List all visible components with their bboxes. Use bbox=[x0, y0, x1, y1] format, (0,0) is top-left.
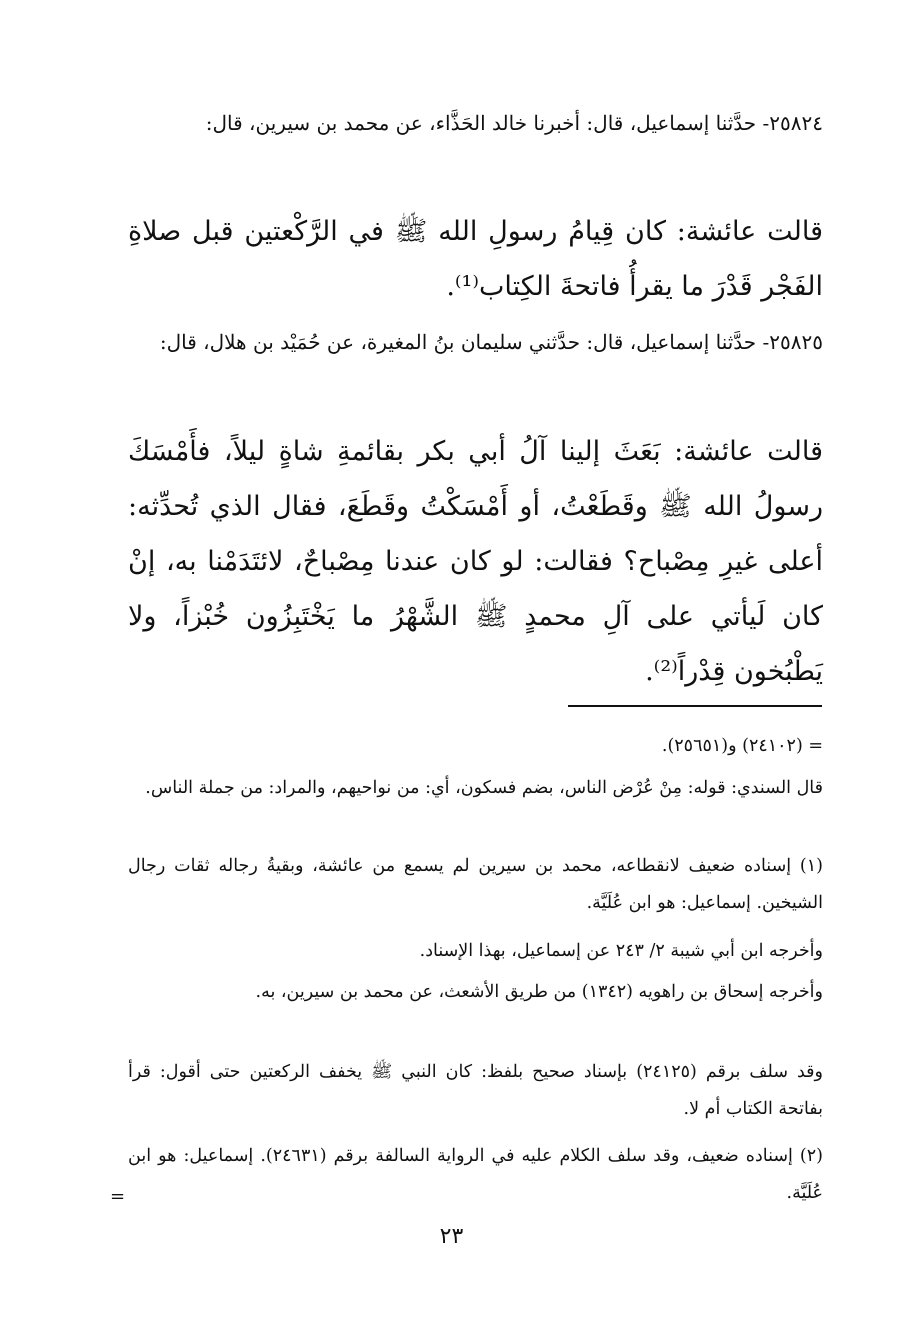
footnote-1-ibn-abi-shayba: وأخرجه ابن أبي شيبة ٢/ ٢٤٣ عن إسماعيل، بهذا الإسناد. bbox=[419, 941, 823, 961]
footnote-1-salafa: وقد سلف برقم (٢٤١٢٥) بإسناد صحيح بلفظ: كان النبي ﷺ يخفف الركعتين حتى أقول: قرأ بفاتحة الكتاب أم لا. bbox=[128, 1062, 823, 1119]
footnote-1: (١) إسناده ضعيف لانقطاعه، محمد بن سيرين لم يسمع من عائشة، وبقيةُ رجاله ثقات رجال الشيخين. إسماعيل: هو ابن عُلَيَّة. bbox=[128, 856, 823, 913]
hadith-25824-isnad: ٢٥٨٢٤- حدَّثنا إسماعيل، قال: أخبرنا خالد الحَذَّاء، عن محمد بن سيرين، قال: bbox=[205, 111, 823, 135]
footnote-1-ishaq: وأخرجه إسحاق بن راهويه (١٣٤٢) من طريق الأشعث، عن محمد بن سيرين، به. bbox=[255, 982, 823, 1002]
continuation-mark: = bbox=[110, 1186, 126, 1207]
footnote-2: (٢) إسناده ضعيف، وقد سلف الكلام عليه في الرواية السالفة برقم (٢٤٦٣١). إسماعيل: هو ابن عُلَيَّة. bbox=[128, 1146, 823, 1203]
hadith-25825-matn: قالت عائشة: بَعَثَ إلينا آلُ أبي بكر بقائمةِ شاةٍ ليلاً، فأَمْسَكَ رسولُ الله ﷺ وقَطَعْتُ، أو أَمْسَكْتُ وقَطَعَ، فقال الذي تُحدِّثه: أعلى غيرِ مِصْباح؟ فقالت: لو كان عندنا مِصْباحٌ، لائتَدَمْنا به، إنْ كان لَيأتي على آلِ محمدٍ ﷺ الشَّهْرُ ما يَخْتَبِزُون خُبْزاً، ولا يَطْبُخون قِدْراً⁽²⁾. bbox=[128, 436, 823, 687]
hadith-25825-isnad: ٢٥٨٢٥- حدَّثنا إسماعيل، قال: حدَّثني سليمان بنُ المغيرة، عن حُمَيْد بن هلال، قال: bbox=[159, 330, 823, 354]
page-number: ٢٣ bbox=[439, 1224, 464, 1249]
hadith-25824-matn: قالت عائشة: كان قِيامُ رسولِ الله ﷺ في الرَّكْعتين قبل صلاةِ الفَجْر قَدْرَ ما يقرأُ فاتحةَ الكِتاب⁽¹⁾. bbox=[128, 216, 823, 302]
footnote-continuation: = (٢٤١٠٢) و(٢٥٦٥١). bbox=[661, 736, 823, 756]
footnote-separator bbox=[568, 705, 822, 707]
footnote-sindi-comment: قال السندي: قوله: مِنْ عُرْض الناس، بضم فسكون، أي: من نواحيهم، والمراد: من جملة الناس. bbox=[145, 778, 823, 798]
